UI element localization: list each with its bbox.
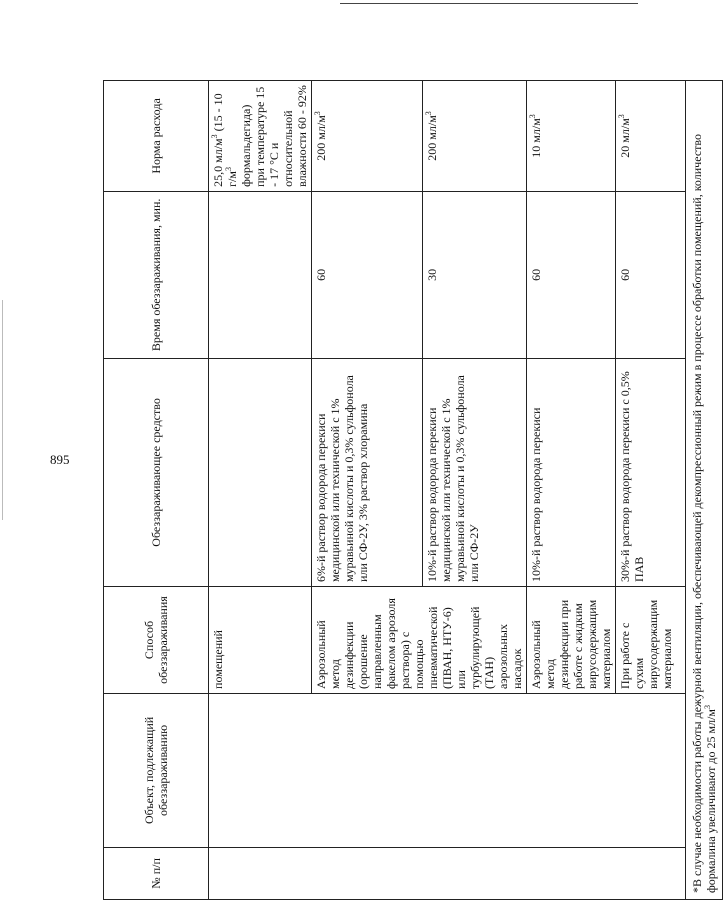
cell-norm <box>312 81 423 192</box>
header-norm: Норма расхода <box>104 81 209 192</box>
norm-value: 200 мл/м <box>425 115 440 161</box>
norm-sup: 3 <box>210 134 219 139</box>
cell-agent <box>209 358 312 586</box>
cell-agent: 6%-й раствор водорода перекиси медицинской или технической с 1% муравьиной кислоты и 0,3% сульфонола или СФ-2У, 3% раствор хлорамина <box>312 358 423 586</box>
cell-norm <box>209 81 312 192</box>
norm-sup2: 3 <box>224 167 233 172</box>
header-num: № п/п <box>104 847 209 899</box>
header-time: Время обеззараживания, мин. <box>104 191 209 358</box>
cell-time: 60 <box>527 191 616 358</box>
page-edge-mark <box>2 300 3 520</box>
norm-tail: формальдегида) при температуре 15 - 17 °С и относительной влажности 60 - 92% <box>239 85 309 187</box>
header-object: Объект, подлежащий обеззараживанию <box>104 693 209 847</box>
footnote-row <box>686 81 723 900</box>
cell-time: 30 <box>423 191 527 358</box>
cell-time: 60 <box>616 191 686 358</box>
cell-agent: 30%-й раствор водорода перекиси с 0,5% ПАВ <box>616 358 686 586</box>
cell-num <box>209 847 686 899</box>
norm-sup: 3 <box>313 111 322 116</box>
cell-method: Аэрозольный метод дезинфекции (орошение направленным факелом аэрозоля раствора) с помощью пневматической (ПВАН, НТУ-6) или турбулирующей (ТАН) аэрозольных насадок <box>312 587 527 694</box>
page-top-rule <box>340 3 638 4</box>
rotated-table-area <box>103 80 718 900</box>
table-header-row <box>104 81 209 900</box>
cell-norm <box>616 81 686 192</box>
norm-value: 10 мл/м <box>529 118 543 158</box>
footnote-sup: 3 <box>703 705 712 710</box>
header-method: Способ обеззараживания <box>104 587 209 694</box>
disinfection-table <box>103 80 723 900</box>
cell-time: 60 <box>312 191 423 358</box>
norm-sup: 3 <box>528 114 537 119</box>
norm-value: 20 мл/м <box>618 118 632 158</box>
cell-method: Аэрозольный метод дезинфекции при работе с жидким вирусодержащим материалом <box>527 587 616 694</box>
page-number: 895 <box>50 452 70 467</box>
norm-sup: 3 <box>617 114 626 119</box>
cell-agent: 10%-й раствор водорода перекиси медицинской или технической с 1% муравьиной кислоты и 0,3% сульфонола или СФ-2У <box>423 358 527 586</box>
footnote-text: *В случае необходимости работы дежурной вентиляции, обеспечивающей декомпрессионный режим в процессе обработки помещений, количество формалина увеличивают до 25 мл/м <box>690 134 718 893</box>
norm-sup: 3 <box>424 111 434 116</box>
header-agent: Обеззараживающее средство <box>104 358 209 586</box>
cell-object <box>209 693 686 847</box>
footnote <box>686 81 723 900</box>
cell-agent: 10%-й раствор водорода перекиси <box>527 358 616 586</box>
cell-norm <box>527 81 616 192</box>
norm-value: 200 мл/м <box>314 115 328 161</box>
cell-time <box>209 191 312 358</box>
table-wrapper <box>103 80 718 900</box>
norm-value: 25,0 мл/м <box>211 138 225 187</box>
cell-method: При работе с сухим вирусодержащим материалом <box>616 587 686 694</box>
table-row <box>209 81 312 900</box>
cell-norm <box>423 81 527 192</box>
cell-method: помещений <box>209 587 312 694</box>
norm-rest: (15 - 10 г/м <box>211 93 239 187</box>
